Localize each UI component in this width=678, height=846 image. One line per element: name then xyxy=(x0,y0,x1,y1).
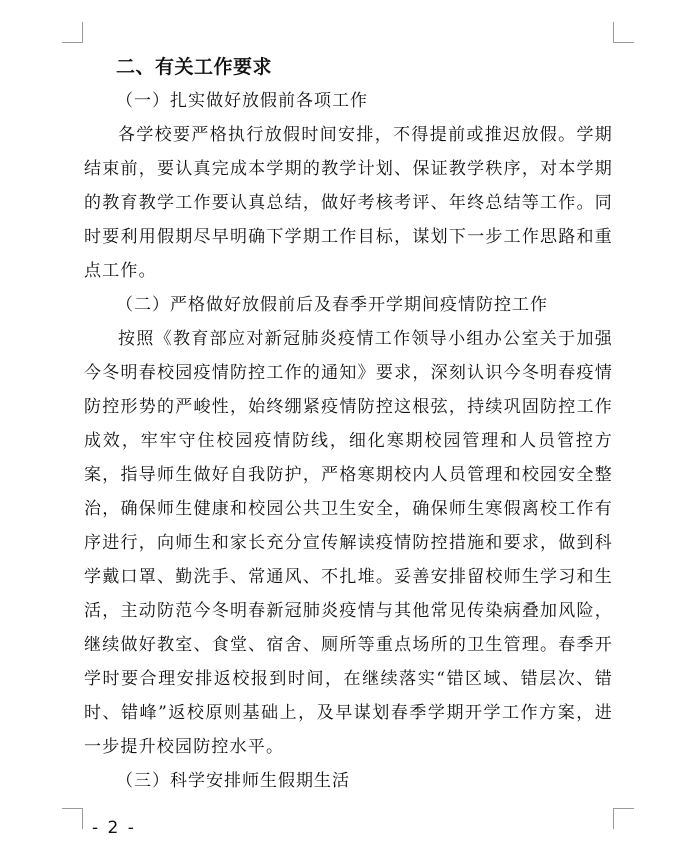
crop-mark-top-left xyxy=(62,22,83,43)
subheading-1: （一）扎实做好放假前各项工作 xyxy=(116,91,368,111)
subheading-3: （三）科学安排师生假期生活 xyxy=(116,771,350,791)
paragraph-1: 各学校要严格执行放假时间安排，不得提前或推迟放假。学期结束前，要认真完成本学期的教学计划、保证教学秩序，对本学期的教育教学工作要认真总结，做好考核考评、年终总结等工作。同时要利用假期尽早明确下学期工作目标，谋划下一步工作思路和重点工作。 xyxy=(84,125,613,281)
paragraph-2: 按照《教育部应对新冠肺炎疫情工作领导小组办公室关于加强今冬明春校园疫情防控工作的通知》要求，深刻认识今冬明春疫情防控形势的严峻性，始终绷紧疫情防控这根弦，持续巩固防控工作成效，牢牢守住校园疫情防线，细化寒期校园管理和人员管控方案，指导师生做好自我防护，严格寒期校内人员管理和校园安全整治，确保师生健康和校园公共卫生安全，确保师生寒假离校工作有序进行，向师生和家长充分宣传解读疫情防控措施和要求，做到科学戴口罩、勤洗手、常通风、不扎堆。妥善安排留校师生学习和生活，主动防范今冬明春新冠肺炎疫情与其他常见传染病叠加风险，继续做好教室、食堂、宿舍、厕所等重点场所的卫生管理。春季开学时要合理安排返校报到时间，在继续落实“错区域、错层次、错时、错峰”返校原则基础上，及早谋划春季学期开学工作方案，进一步提升校园防控水平。 xyxy=(84,329,613,757)
crop-mark-top-right xyxy=(613,22,634,43)
crop-mark-bottom-left xyxy=(62,808,83,829)
subheading-2: （二）严格做好放假前后及春季开学期间疫情防控工作 xyxy=(116,295,548,315)
section-title: 二、有关工作要求 xyxy=(116,56,273,78)
page-number: - 2 - xyxy=(92,818,136,838)
crop-mark-bottom-right xyxy=(613,808,634,829)
document-body xyxy=(84,50,613,798)
